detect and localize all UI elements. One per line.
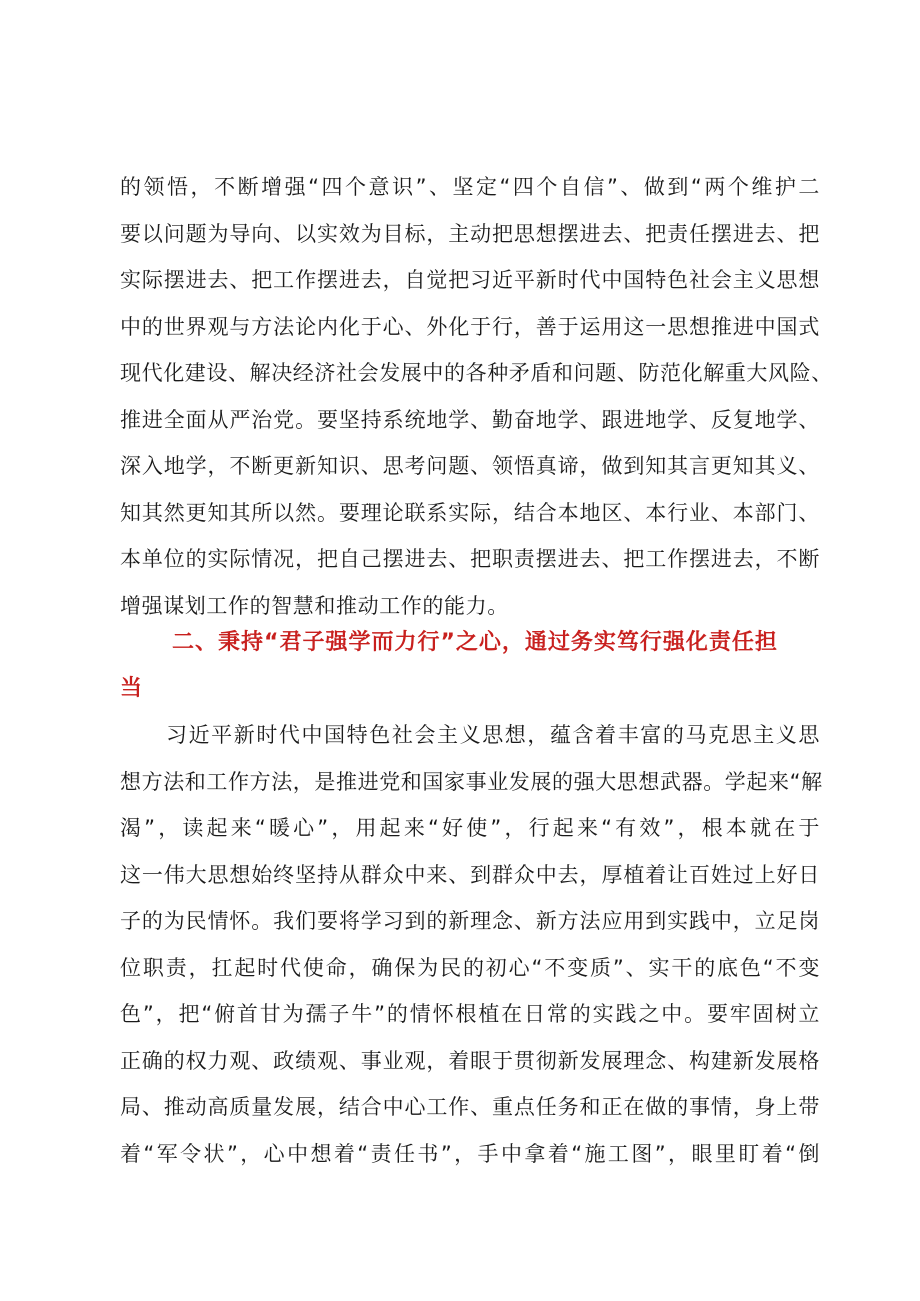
paragraph-1 <box>120 164 833 629</box>
paragraph-line: 本单位的实际情况，把自己摆进去、把职责摆进去、把工作摆进去，不断 <box>120 547 820 571</box>
paragraph-line: 现代化建设、解决经济社会发展中的各种矛盾和问题、防范化解重大风险、 <box>120 361 833 385</box>
paragraph-line: 推进全面从严治党。要坚持系统地学、勤奋地学、跟进地学、反复地学、 <box>120 407 820 432</box>
paragraph-line: 的领悟，不断增强“四个意识”、坚定“四个自信”、做到“两个维护二 <box>120 175 820 199</box>
paragraph-line: 着“军令状”，心中想着“责任书”，手中拿着“施工图”，眼里盯着“倒 <box>120 1141 820 1166</box>
paragraph-line: 渴”，读起来“暖心”，用起来“好使”，行起来“有效”，根本就在于 <box>120 816 820 840</box>
paragraph-2 <box>120 712 823 1177</box>
paragraph-line: 色”，把“俯首甘为孺子牛”的情怀根植在日常的实践之中。要牢固树立 <box>120 1002 820 1026</box>
paragraph-line: 局、推动高质量发展，结合中心工作、重点任务和正在做的事情，身上带 <box>120 1095 820 1119</box>
paragraph-line: 这一伟大思想始终坚持从群众中来、到群众中去，厚植着让百姓过上好日 <box>120 862 820 887</box>
section-heading-line-2: 当 <box>120 676 144 701</box>
paragraph-line: 实际摆进去、把工作摆进去，自觉把习近平新时代中国特色社会主义思想 <box>120 268 820 292</box>
paragraph-line: 深入地学，不断更新知识、思考问题、领悟真谛，做到知其言更知其义、 <box>120 454 820 478</box>
paragraph-line: 要以问题为导向、以实效为目标，主动把思想摆进去、把责任摆进去、把 <box>120 221 820 246</box>
paragraph-line: 知其然更知其所以然。要理论联系实际，结合本地区、本行业、本部门、 <box>120 500 820 525</box>
paragraph-line: 增强谋划工作的智慧和推动工作的能力。 <box>120 593 509 618</box>
paragraph-line: 子的为民情怀。我们要将学习到的新理念、新方法应用到实践中，立足岗 <box>120 909 820 933</box>
paragraph-line: 位职责，扛起时代使命，确保为民的初心“不变质”、实干的底色“不变 <box>120 955 820 980</box>
paragraph-line: 想方法和工作方法，是推进党和国家事业发展的强大思想武器。学起来“解 <box>120 769 823 794</box>
section-heading <box>120 620 820 712</box>
paragraph-line: 正确的权力观、政绩观、事业观，着眼于贯彻新发展理念、构建新发展格 <box>120 1048 820 1073</box>
paragraph-line: 中的世界观与方法论内化于心、外化于行，善于运用这一思想推进中国式 <box>120 314 820 339</box>
section-heading-line-1: 二、秉持“君子强学而力行”之心，通过务实笃行强化责任担 <box>172 630 778 655</box>
paragraph-line: 习近平新时代中国特色社会主义思想，蕴含着丰富的马克思主义思 <box>166 723 820 747</box>
